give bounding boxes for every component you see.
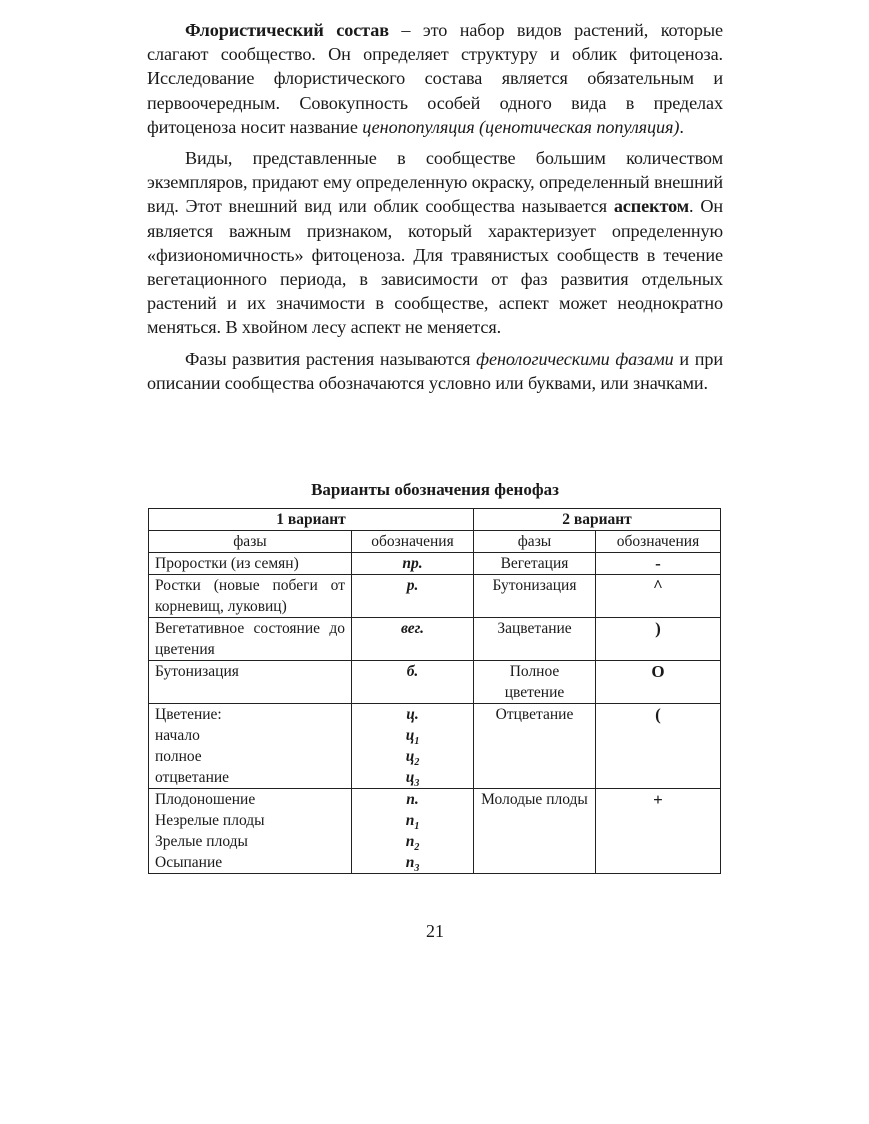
column-header-row [149, 531, 721, 553]
v1-phase-line: Осыпание [155, 854, 223, 871]
v2-symbol: O [596, 661, 721, 704]
table-row [149, 575, 721, 618]
variant2-header: 2 вариант [474, 509, 721, 531]
v1-phase: Ростки (новые побеги от корневищ, луковиц) [149, 575, 352, 618]
table-row [149, 618, 721, 661]
v1-phase [149, 789, 352, 874]
v1-phase: Проростки (из семян) [149, 553, 352, 575]
table-title: Варианты обозначения фенофаз [311, 480, 559, 499]
v2-phase: Бутонизация [474, 575, 596, 618]
v1-phase-line: Незрелые плоды [155, 812, 265, 829]
paragraph-text: Фазы развития растения называются [185, 348, 477, 369]
table-row [149, 553, 721, 575]
v1-phase-line: Цветение: [155, 706, 222, 723]
term-aspect: аспектом [613, 196, 690, 217]
v1-phase-line: Плодоношение [155, 791, 256, 808]
v1-symbol: вег. [352, 618, 474, 661]
v1-phase-line: полное [155, 748, 202, 765]
v1-symbol: пр. [352, 553, 474, 575]
term-floristic: Флористический состав [185, 20, 389, 40]
paragraph-floristic [147, 18, 723, 139]
v2-symbol: ) [596, 618, 721, 661]
v2-symbol: ^ [596, 575, 721, 618]
v1-symbol [352, 704, 474, 789]
italic-term: фенологическими фазами [476, 348, 674, 369]
v1-phase [149, 704, 352, 789]
col-symbols-header: обозначения [352, 531, 474, 553]
text-body [147, 18, 723, 395]
v1-phase: Вегетативное состояние до цветения [149, 618, 352, 661]
paragraph-text: – это набор видов растений, которые слагают сообщество. Он определяет структуру и облик фитоценоза. Исследование флористического состава является обязательным и первоочередным. Совокупность особей одного вида в пределах фитоценоза носит название [147, 20, 723, 137]
table-row [149, 704, 721, 789]
table-row [149, 789, 721, 874]
v1-symbol-line: $ц_1$ [405, 727, 420, 748]
v1-symbol-line: п. [406, 791, 419, 808]
page-number: 21 [426, 921, 444, 941]
phenophase-table [148, 508, 721, 874]
table-row [149, 661, 721, 704]
v1-phase-line: начало [155, 727, 200, 744]
italic-term: ценопопуляция (ценотическая популяция) [362, 116, 680, 137]
v2-phase: Зацветание [474, 618, 596, 661]
v1-symbol: р. [352, 575, 474, 618]
v1-phase: Бутонизация [149, 661, 352, 704]
v1-symbol-line: $п_2$ [405, 833, 420, 854]
v1-symbol-line: $п_3$ [405, 854, 420, 875]
v2-symbol: ( [596, 704, 721, 789]
v2-symbol: - [596, 553, 721, 575]
v1-phase-line: отцветание [155, 769, 230, 786]
v2-symbol: + [596, 789, 721, 874]
v1-symbol: б. [352, 661, 474, 704]
v1-phase-line: Зрелые плоды [155, 833, 248, 850]
v1-symbol-line: ц. [406, 706, 419, 723]
variant-header-row [149, 509, 721, 531]
paragraph-phases [147, 347, 723, 395]
paragraph-text: . Он является важным признаком, который характеризует определенную «физиономичность» фитоценоза. Для травянистых сообществ в течение вегетационного периода, в зависимости от фаз развития отдельных растений и их значимости в сообществе, аспект может неоднократно меняться. В хвойном лесу аспект не меняется. [147, 196, 724, 338]
v2-phase: Отцветание [474, 704, 596, 789]
paragraph-text: и при описании сообщества обозначаются условно или буквами, или значками. [147, 348, 724, 393]
paragraph-text: . [679, 116, 684, 137]
v2-phase: Полное цветение [474, 661, 596, 704]
paragraph-text: Виды, представленные в сообществе большим количеством экземпляров, придают ему определенную окраску, определенный внешний вид. Этот внешний вид или облик сообщества называется [147, 148, 723, 217]
col-phases-header: фазы [474, 531, 596, 553]
v1-symbol-line: $п_1$ [405, 812, 420, 833]
v2-phase: Вегетация [474, 553, 596, 575]
variant1-header: 1 вариант [149, 509, 474, 531]
v1-symbol-line: $ц_2$ [405, 748, 420, 769]
paragraph-aspect [147, 146, 723, 340]
v1-symbol [352, 789, 474, 874]
v2-phase: Молодые плоды [474, 789, 596, 874]
col-symbols-header: обозначения [596, 531, 721, 553]
col-phases-header: фазы [149, 531, 352, 553]
v1-symbol-line: $ц_3$ [405, 769, 420, 790]
